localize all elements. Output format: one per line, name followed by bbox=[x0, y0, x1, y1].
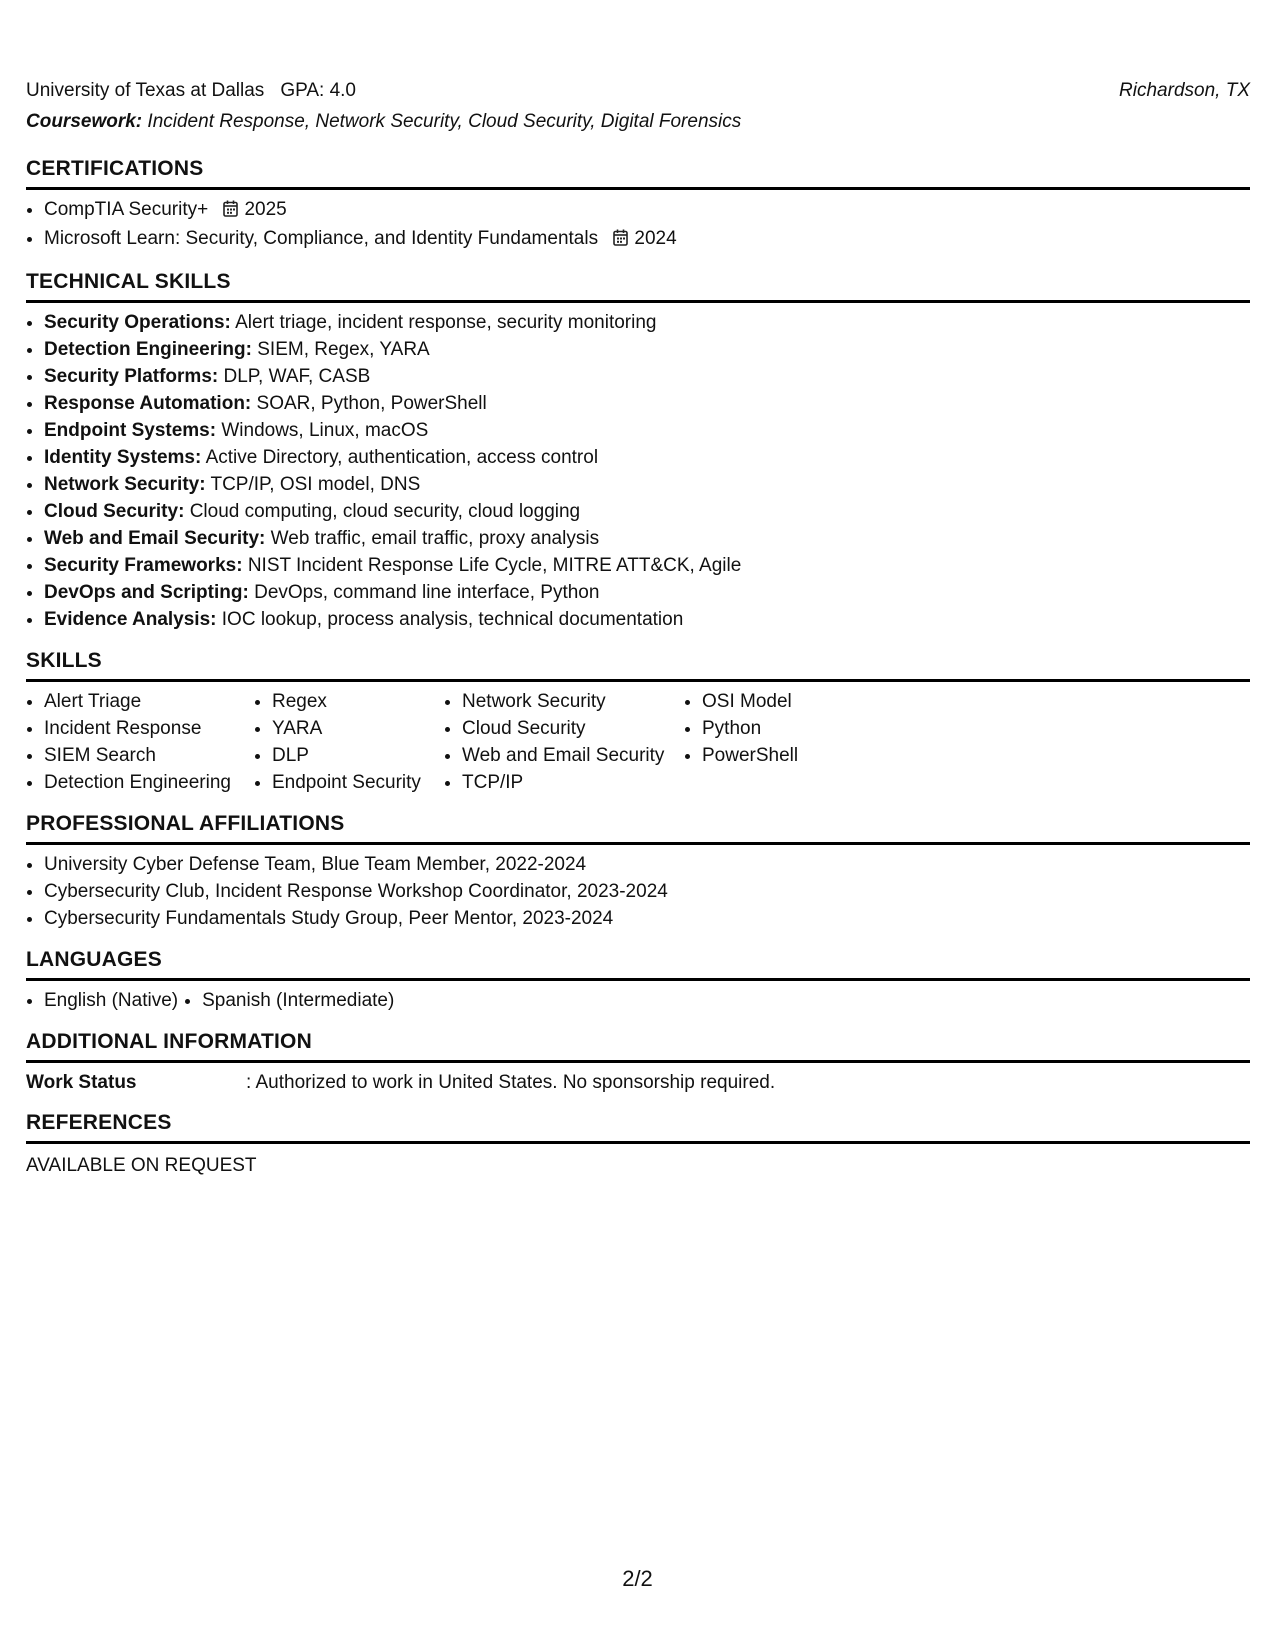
skill-text: SOAR, Python, PowerShell bbox=[256, 393, 487, 414]
skill-text: IOC lookup, process analysis, technical documentation bbox=[221, 609, 684, 630]
section-title: REFERENCES bbox=[26, 1109, 1250, 1144]
work-status-label: Work Status bbox=[26, 1072, 137, 1093]
list-item: • Cloud Security bbox=[462, 715, 684, 742]
certification-year: 2025 bbox=[244, 199, 287, 220]
list-item: • Detection Engineering bbox=[44, 769, 254, 796]
skills-column bbox=[684, 688, 852, 796]
work-status-value: : Authorized to work in United States. No sponsorship required. bbox=[246, 1072, 776, 1093]
skill-text: DevOps, command line interface, Python bbox=[254, 582, 600, 603]
list-item: • Alert Triage bbox=[44, 688, 254, 715]
skill-label: Identity Systems: bbox=[44, 447, 202, 468]
section-title: SKILLS bbox=[26, 647, 1250, 682]
list-item: • Network Security bbox=[462, 688, 684, 715]
skill-text: Alert triage, incident response, security monitoring bbox=[235, 312, 657, 333]
certification-year: 2024 bbox=[634, 228, 677, 249]
affiliations-section bbox=[26, 810, 1250, 932]
skills-column bbox=[254, 688, 444, 796]
skill-label: Evidence Analysis: bbox=[44, 609, 217, 630]
skill-text: TCP/IP, OSI model, DNS bbox=[210, 474, 421, 495]
list-item bbox=[44, 336, 1250, 363]
list-item: • English (Native) bbox=[44, 987, 178, 1014]
technical-skills-section bbox=[26, 268, 1250, 633]
list-item: • University Cyber Defense Team, Blue Team Member, 2022-2024 bbox=[44, 851, 1250, 878]
skill-label: Detection Engineering: bbox=[44, 339, 252, 360]
list-item: • Cybersecurity Club, Incident Response Workshop Coordinator, 2023-2024 bbox=[44, 878, 1250, 905]
skill-text: Active Directory, authentication, access control bbox=[205, 447, 599, 468]
list-item: • TCP/IP bbox=[462, 769, 684, 796]
certification-name: Microsoft Learn: Security, Compliance, and Identity Fundamentals bbox=[44, 228, 599, 249]
page-number: 2/2 bbox=[622, 1566, 653, 1591]
gpa: GPA: 4.0 bbox=[280, 80, 356, 101]
section-title: TECHNICAL SKILLS bbox=[26, 268, 1250, 303]
list-item bbox=[44, 471, 1250, 498]
skills-section bbox=[26, 647, 1250, 796]
list-item bbox=[44, 363, 1250, 390]
skill-text: DLP, WAF, CASB bbox=[223, 366, 371, 387]
languages-section bbox=[26, 946, 1250, 1014]
list-item: • DLP bbox=[272, 742, 444, 769]
list-item: • Web and Email Security bbox=[462, 742, 684, 769]
list-item bbox=[44, 309, 1250, 336]
school-name: University of Texas at Dallas bbox=[26, 80, 265, 101]
list-item bbox=[44, 498, 1250, 525]
skill-label: Response Automation: bbox=[44, 393, 252, 414]
skill-text: SIEM, Regex, YARA bbox=[257, 339, 430, 360]
certifications-section bbox=[26, 155, 1250, 254]
skill-label: Security Platforms: bbox=[44, 366, 219, 387]
list-item: • Python bbox=[702, 715, 852, 742]
school-location: Richardson, TX bbox=[1119, 80, 1250, 101]
list-item bbox=[44, 196, 1250, 225]
skill-text: Cloud computing, cloud security, cloud logging bbox=[189, 501, 581, 522]
section-title: ADDITIONAL INFORMATION bbox=[26, 1028, 1250, 1063]
skill-label: Security Operations: bbox=[44, 312, 231, 333]
list-item bbox=[44, 225, 1250, 254]
list-item: • Endpoint Security bbox=[272, 769, 444, 796]
section-title: PROFESSIONAL AFFILIATIONS bbox=[26, 810, 1250, 845]
resume-page bbox=[26, 80, 1250, 1178]
section-title: LANGUAGES bbox=[26, 946, 1250, 981]
list-item: • Incident Response bbox=[44, 715, 254, 742]
skills-column bbox=[444, 688, 684, 796]
list-item: • SIEM Search bbox=[44, 742, 254, 769]
list-item bbox=[44, 444, 1250, 471]
education-row bbox=[26, 80, 1250, 111]
list-item bbox=[44, 579, 1250, 606]
skill-label: DevOps and Scripting: bbox=[44, 582, 249, 603]
list-item: • YARA bbox=[272, 715, 444, 742]
skill-label: Security Frameworks: bbox=[44, 555, 243, 576]
references-text: AVAILABLE ON REQUEST bbox=[26, 1155, 257, 1176]
coursework bbox=[26, 111, 1250, 141]
skills-column bbox=[26, 688, 254, 796]
list-item bbox=[44, 390, 1250, 417]
skills-columns bbox=[26, 688, 1250, 796]
list-item bbox=[44, 606, 1250, 633]
list-item: • OSI Model bbox=[702, 688, 852, 715]
calendar-icon bbox=[613, 227, 628, 254]
list-item: • PowerShell bbox=[702, 742, 852, 769]
coursework-text: Incident Response, Network Security, Cloud Security, Digital Forensics bbox=[147, 111, 742, 132]
work-status-row bbox=[26, 1071, 1250, 1095]
skill-label: Endpoint Systems: bbox=[44, 420, 217, 441]
list-item: • Cybersecurity Fundamentals Study Group, Peer Mentor, 2023-2024 bbox=[44, 905, 1250, 932]
list-item bbox=[44, 525, 1250, 552]
list-item bbox=[44, 417, 1250, 444]
skill-label: Cloud Security: bbox=[44, 501, 185, 522]
skill-text: Web traffic, email traffic, proxy analysis bbox=[270, 528, 600, 549]
references-section bbox=[26, 1109, 1250, 1178]
coursework-label: Coursework: bbox=[26, 111, 143, 132]
additional-info-section bbox=[26, 1028, 1250, 1095]
certification-name: CompTIA Security+ bbox=[44, 199, 209, 220]
list-item bbox=[44, 552, 1250, 579]
skill-label: Web and Email Security: bbox=[44, 528, 266, 549]
list-item: • Spanish (Intermediate) bbox=[202, 987, 394, 1014]
section-title: CERTIFICATIONS bbox=[26, 155, 1250, 190]
skill-label: Network Security: bbox=[44, 474, 206, 495]
list-item: • Regex bbox=[272, 688, 444, 715]
skill-text: NIST Incident Response Life Cycle, MITRE ATT&CK, Agile bbox=[247, 555, 742, 576]
skill-text: Windows, Linux, macOS bbox=[221, 420, 429, 441]
calendar-icon bbox=[223, 198, 238, 225]
